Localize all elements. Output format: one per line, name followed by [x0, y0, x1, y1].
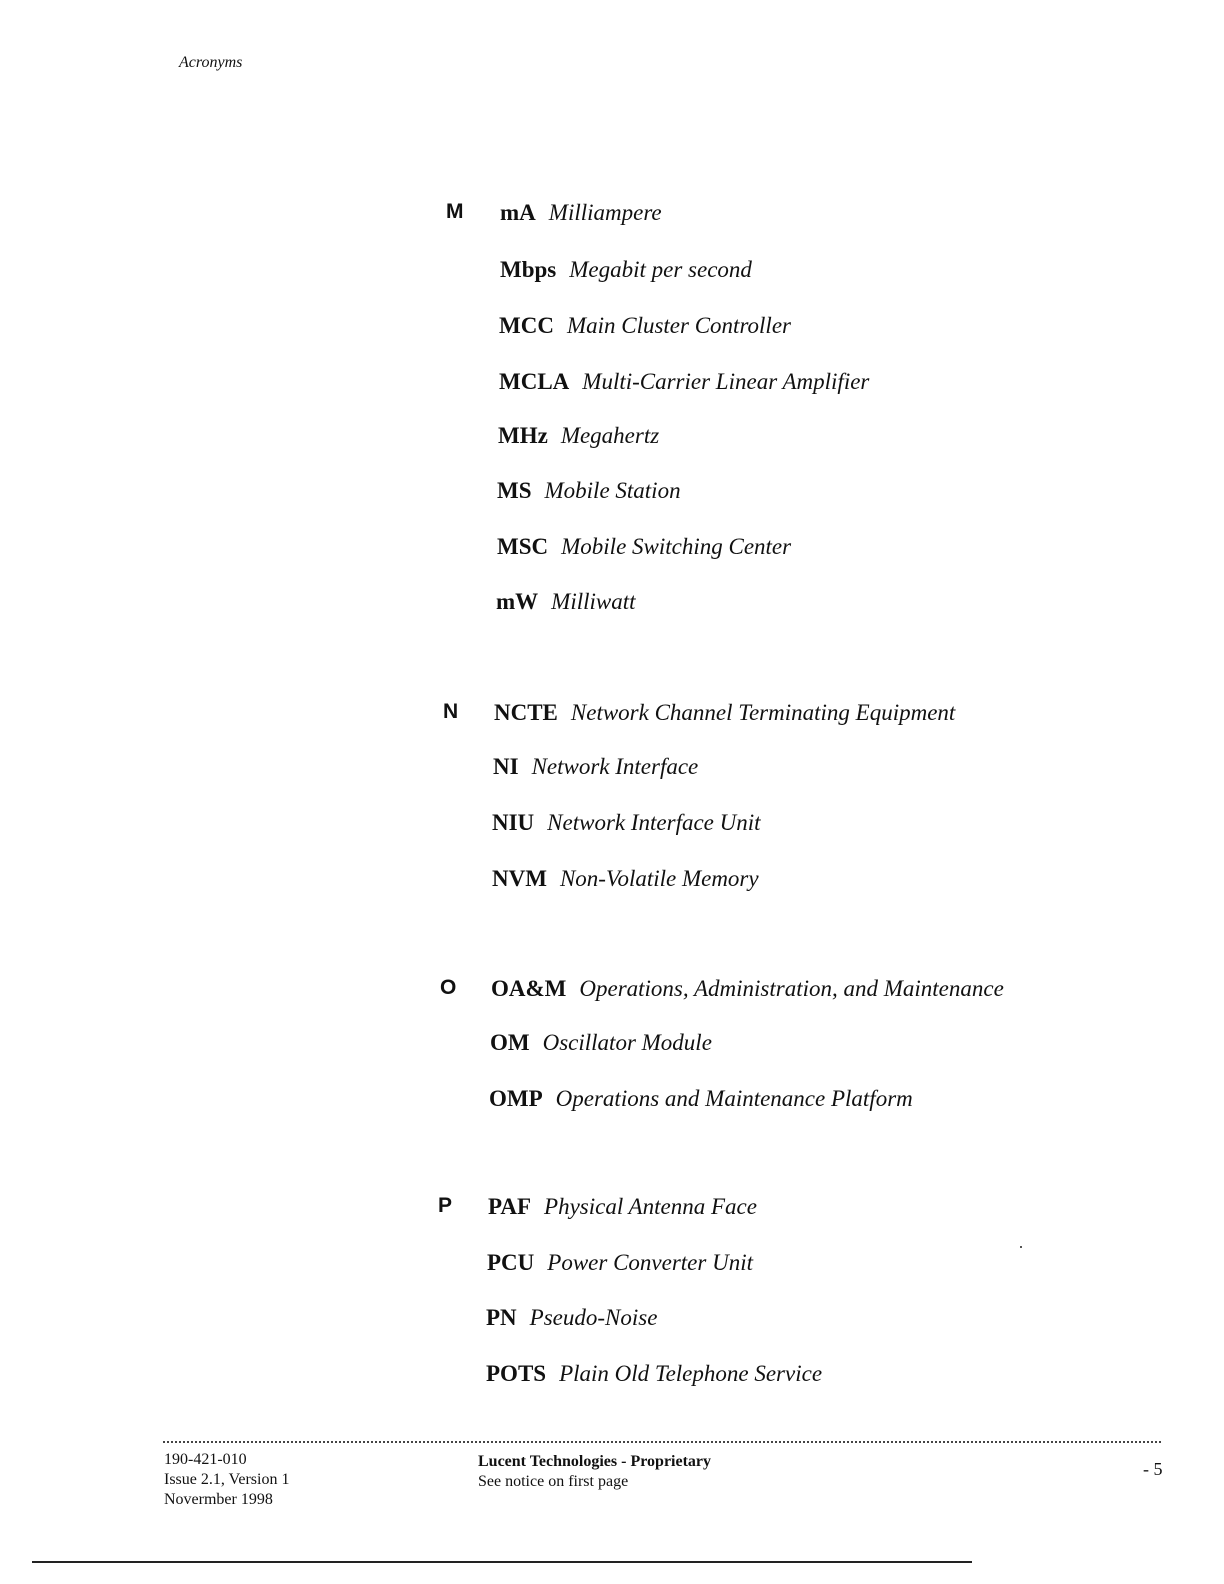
acronym-definition: Mobile Switching Center	[561, 534, 792, 559]
acronym-definition: Network Interface	[531, 754, 699, 779]
acronym-entry	[500, 257, 752, 283]
acronym-abbr: Mbps	[500, 257, 557, 282]
footer-notice: See notice on first page	[478, 1473, 629, 1490]
acronym-abbr: NIU	[492, 810, 535, 835]
acronym-definition: Megabit per second	[569, 257, 752, 282]
acronym-entry	[490, 1030, 712, 1056]
section-letter: N	[443, 700, 459, 723]
acronym-entry	[488, 1194, 757, 1220]
acronym-entry	[494, 700, 955, 726]
acronym-entry	[486, 1361, 822, 1387]
footer-dotted-rule	[163, 1441, 1161, 1443]
acronym-definition: Milliampere	[548, 200, 662, 225]
acronym-entry	[492, 810, 761, 836]
bottom-edge-line	[32, 1561, 972, 1563]
acronym-definition: Milliwatt	[551, 589, 636, 614]
acronym-abbr: PAF	[488, 1194, 532, 1219]
acronym-entry	[493, 754, 698, 780]
page-number: - 5	[1143, 1459, 1163, 1479]
acronym-definition: Pseudo-Noise	[529, 1305, 658, 1330]
acronym-definition: Network Channel Terminating Equipment	[570, 700, 956, 725]
acronym-entry	[489, 1086, 913, 1112]
acronym-entry	[499, 369, 869, 395]
section-letter: M	[446, 200, 464, 223]
acronym-abbr: NI	[493, 754, 519, 779]
acronym-abbr: OA&M	[491, 976, 567, 1001]
acronym-definition: Operations and Maintenance Platform	[555, 1086, 913, 1111]
acronym-abbr: MCC	[499, 313, 554, 338]
footer-issue: Issue 2.1, Version 1	[164, 1471, 290, 1488]
acronym-definition: Plain Old Telephone Service	[559, 1361, 823, 1386]
acronym-abbr: NCTE	[494, 700, 558, 725]
acronym-abbr: mA	[500, 200, 536, 225]
acronym-definition: Operations, Administration, and Maintenance	[579, 976, 1004, 1001]
footer-doc-number: 190-421-010	[164, 1451, 247, 1468]
footer-proprietary-notice	[478, 1452, 711, 1492]
acronym-abbr: mW	[496, 589, 539, 614]
acronym-entry	[498, 423, 659, 449]
acronym-entry	[491, 976, 1004, 1002]
acronym-abbr: NVM	[492, 866, 547, 891]
acronym-definition: Network Interface Unit	[547, 810, 761, 835]
footer-document-info	[164, 1450, 289, 1510]
acronym-entry	[486, 1305, 657, 1331]
acronym-definition: Physical Antenna Face	[544, 1194, 757, 1219]
acronym-entry	[500, 200, 662, 226]
section-letter: P	[438, 1194, 453, 1217]
footer-company: Lucent Technologies - Proprietary	[478, 1453, 712, 1470]
acronym-abbr: OM	[490, 1030, 530, 1055]
footer-date: Novermber 1998	[164, 1491, 273, 1508]
section-letter: O	[440, 976, 457, 999]
acronym-definition: Oscillator Module	[542, 1030, 712, 1055]
acronym-definition: Main Cluster Controller	[566, 313, 791, 338]
acronym-abbr: MCLA	[499, 369, 570, 394]
acronym-definition: Megahertz	[560, 423, 660, 448]
acronym-definition: Non-Volatile Memory	[559, 866, 759, 891]
acronym-entry	[497, 534, 791, 560]
acronym-entry	[499, 313, 791, 339]
acronym-abbr: MS	[497, 478, 532, 503]
acronym-abbr: PN	[486, 1305, 517, 1330]
acronym-definition: Mobile Station	[544, 478, 681, 503]
acronym-definition: Power Converter Unit	[547, 1250, 753, 1275]
acronym-entry	[487, 1250, 753, 1276]
acronym-abbr: OMP	[489, 1086, 543, 1111]
scan-speck	[1020, 1246, 1022, 1248]
running-header: Acronyms	[179, 54, 243, 71]
acronym-definition: Multi-Carrier Linear Amplifier	[582, 369, 870, 394]
acronym-entry	[497, 478, 681, 504]
acronym-abbr: MHz	[498, 423, 548, 448]
acronym-abbr: POTS	[486, 1361, 547, 1386]
acronym-abbr: MSC	[497, 534, 549, 559]
acronym-entry	[496, 589, 636, 615]
acronym-abbr: PCU	[487, 1250, 535, 1275]
acronym-entry	[492, 866, 759, 892]
